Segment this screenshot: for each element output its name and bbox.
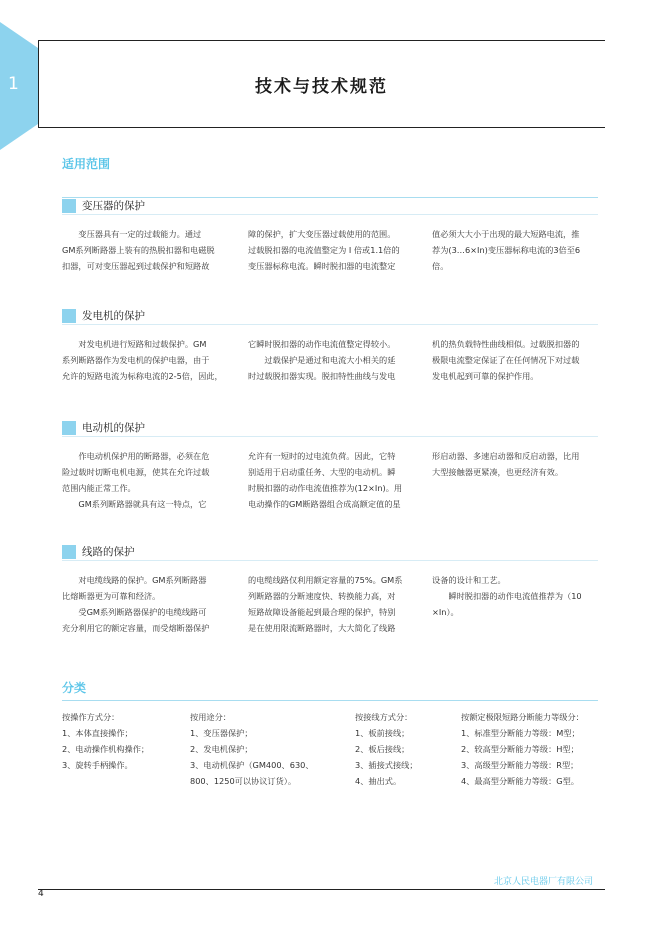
- paragraph-column: 机的热负载特性曲线相似。过载脱扣器的 极限电流整定保证了在任何情况下对过载 发电机起到可靠的保护作用。: [432, 339, 580, 381]
- subsection-label: 电动机的保护: [82, 422, 145, 434]
- paragraph-column: 对电缆线路的保护。GM系列断路器 比熔断器更为可靠和经济。 受GM系列断路器保护的电缆线路可 充分利用它的额定容量，而受熔断器保护: [62, 575, 210, 633]
- subsection-rule: [62, 436, 598, 437]
- classification-column-usage: 按用途分： 1、变压器保护； 2、发电机保护； 3、电动机保护（GM400、630、 800、1250可以协议订货）。: [190, 712, 314, 786]
- paragraph-column: 值必须大大小于出现的最大短路电流，推 荐为(3…6×In)变压器标称电流的3倍至6 倍。: [432, 229, 581, 271]
- chapter-number: 1: [8, 74, 19, 94]
- section-heading-classification: 分类: [62, 681, 87, 695]
- square-marker-icon: [62, 309, 76, 323]
- classification-column-operation: 按操作方式分： 1、本体直接操作； 2、电动操作机构操作； 3、旋转手柄操作。: [62, 712, 150, 770]
- page-title: 技术与技术规范: [255, 77, 388, 97]
- paragraph-column: 对发电机进行短路和过载保护。GM 系列断路器作为发电机的保护电器，由于 允许的短路电流为标称电流的2-5倍，因此，: [62, 339, 223, 381]
- page-number: 4: [38, 889, 44, 899]
- subsection-rule: [62, 214, 598, 215]
- subsection-label: 变压器的保护: [82, 200, 145, 212]
- classification-column-breaking: 按额定极限短路分断能力等级分： 1、标准型分断能力等级：M型； 2、较高型分断能力等级：H型； 3、高级型分断能力等级：R型； 4、最高型分断能力等级：G型。: [461, 712, 584, 786]
- header-top-rule: [38, 40, 605, 41]
- square-marker-icon: [62, 545, 76, 559]
- header-bottom-rule: [38, 127, 605, 128]
- section-rule-classification: [62, 700, 598, 701]
- footer-rule: [38, 889, 605, 890]
- paragraph-column: 障的保护，扩大变压器过载使用的范围。 过载脱扣器的电流值整定为 I 倍或1.1倍的 变压器标称电流。瞬时脱扣器的电流整定: [248, 229, 400, 271]
- subsection-rule: [62, 560, 598, 561]
- subsection-line: [62, 543, 135, 560]
- paragraph-column: 的电缆线路仅利用额定容量的75%。GM系 列断路器的分断速度快、转换能力高，对 短路故障设备能起到最合理的保护，特别 是在使用限流断路器时，大大简化了线路: [248, 575, 403, 633]
- paragraph-column: 作电动机保护用的断路器，必须在危 险过载时切断电机电源，使其在允许过载 范围内能正常工作。 GM系列断路器就具有这一特点，它: [62, 451, 210, 509]
- subsection-rule: [62, 324, 598, 325]
- paragraph-column: 形启动器、多速启动器和反启动器，比用 大型接触器更紧凑，也更经济有效。: [432, 451, 580, 477]
- square-marker-icon: [62, 199, 76, 213]
- chapter-tab: [0, 22, 38, 150]
- paragraph-column: 变压器具有一定的过载能力。通过 GM系列断路器上装有的热脱扣器和电磁脱 扣器，可对变压器起到过载保护和短路故: [62, 229, 215, 271]
- subsection-generator: [62, 307, 145, 324]
- square-marker-icon: [62, 421, 76, 435]
- classification-column-wiring: 按接线方式分： 1、板前接线； 2、板后接线； 3、插接式接线； 4、抽出式。: [355, 712, 418, 786]
- footer-company: 北京人民电器厂有限公司: [494, 877, 594, 887]
- section-heading-scope: 适用范围: [62, 157, 111, 171]
- subsection-label: 线路的保护: [82, 546, 135, 558]
- subsection-label: 发电机的保护: [82, 310, 145, 322]
- subsection-transformer: [62, 197, 145, 214]
- paragraph-column: 它瞬时脱扣器的动作电流值整定得较小。 过载保护是通过和电流大小相关的延 时过载脱扣器实现。脱扣特性曲线与发电: [248, 339, 396, 381]
- paragraph-column: 设备的设计和工艺。 瞬时脱扣器的动作电流值推荐为（10 ×In）。: [432, 575, 582, 617]
- subsection-motor: [62, 419, 145, 436]
- paragraph-column: 允许有一短时的过电流负荷。因此，它特 别适用于启动重任务、大型的电动机。瞬 时脱扣器的动作电流值推荐为(12×In)。用 电动操作的GM断路器组合成高额定值的星: [248, 451, 403, 509]
